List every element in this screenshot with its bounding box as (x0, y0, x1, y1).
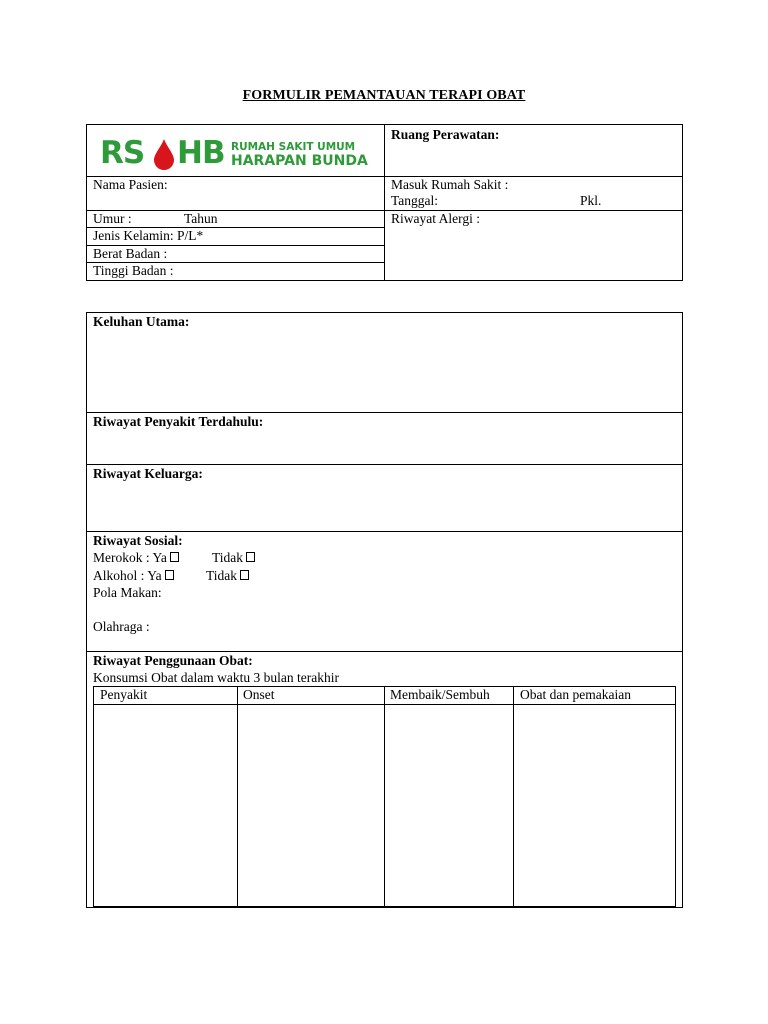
divider-penyakit (86, 464, 683, 465)
alkohol-tidak-row (206, 568, 249, 584)
merokok-row (93, 550, 179, 566)
label-riwayat-obat: Riwayat Penggunaan Obat: (93, 653, 253, 668)
label-alkohol-ya: Alkohol : Ya (93, 568, 162, 583)
column-header-membaik: Membaik/Sembuh (390, 687, 490, 702)
column-header-onset: Onset (243, 687, 275, 702)
label-tahun: Tahun (184, 211, 218, 226)
logo-line1: RUMAH SAKIT UMUM (231, 141, 356, 153)
label-pola-makan: Pola Makan: (93, 585, 162, 600)
label-riwayat-penyakit: Riwayat Penyakit Terdahulu: (93, 414, 264, 429)
label-merokok-tidak: Tidak (212, 550, 244, 565)
label-pkl: Pkl. (580, 193, 602, 208)
checkbox-alkohol-ya[interactable] (165, 570, 174, 580)
medication-col-divider-2 (384, 686, 385, 907)
label-nama-pasien: Nama Pasien: (93, 177, 168, 192)
blood-drop-icon (152, 138, 176, 171)
logo-line2: HARAPAN BUNDA (231, 153, 368, 169)
label-jenis-kelamin: Jenis Kelamin: P/L* (93, 228, 204, 243)
label-tanggal: Tanggal: (391, 193, 439, 208)
hospital-logo (100, 135, 375, 172)
label-olahraga: Olahraga : (93, 619, 150, 634)
label-ruang-perawatan: Ruang Perawatan: (391, 127, 500, 142)
divider-keluhan (86, 412, 683, 413)
label-merokok-ya: Merokok : Ya (93, 550, 167, 565)
logo-letters-right: HB (177, 135, 225, 171)
medication-col-divider-1 (237, 686, 238, 907)
checkbox-alkohol-tidak[interactable] (240, 570, 249, 580)
divider-keluarga (86, 531, 683, 532)
label-berat-badan: Berat Badan : (93, 246, 168, 261)
header-divider-row2 (86, 210, 683, 211)
label-umur: Umur : (93, 211, 132, 226)
label-riwayat-keluarga: Riwayat Keluarga: (93, 466, 203, 481)
medication-col-divider-3 (513, 686, 514, 907)
column-header-penyakit: Penyakit (100, 687, 148, 702)
label-riwayat-sosial: Riwayat Sosial: (93, 533, 183, 548)
logo-letters-left: RS (100, 135, 145, 171)
label-konsumsi-obat: Konsumsi Obat dalam waktu 3 bulan terakhir (93, 670, 339, 685)
label-alkohol-tidak: Tidak (206, 568, 238, 583)
label-keluhan-utama: Keluhan Utama: (93, 314, 190, 329)
label-tinggi-badan: Tinggi Badan : (93, 263, 174, 278)
checkbox-merokok-tidak[interactable] (246, 552, 255, 562)
label-masuk-rumah-sakit: Masuk Rumah Sakit : (391, 177, 509, 192)
alkohol-row (93, 568, 174, 584)
column-header-obat: Obat dan pemakaian (520, 687, 631, 702)
header-divider-row1 (86, 176, 683, 177)
header-divider-vertical (384, 124, 385, 281)
merokok-tidak-row (212, 550, 255, 566)
label-riwayat-alergi: Riwayat Alergi : (391, 211, 480, 226)
divider-sosial (86, 651, 683, 652)
checkbox-merokok-ya[interactable] (170, 552, 179, 562)
form-title: FORMULIR PEMANTAUAN TERAPI OBAT (242, 88, 526, 103)
